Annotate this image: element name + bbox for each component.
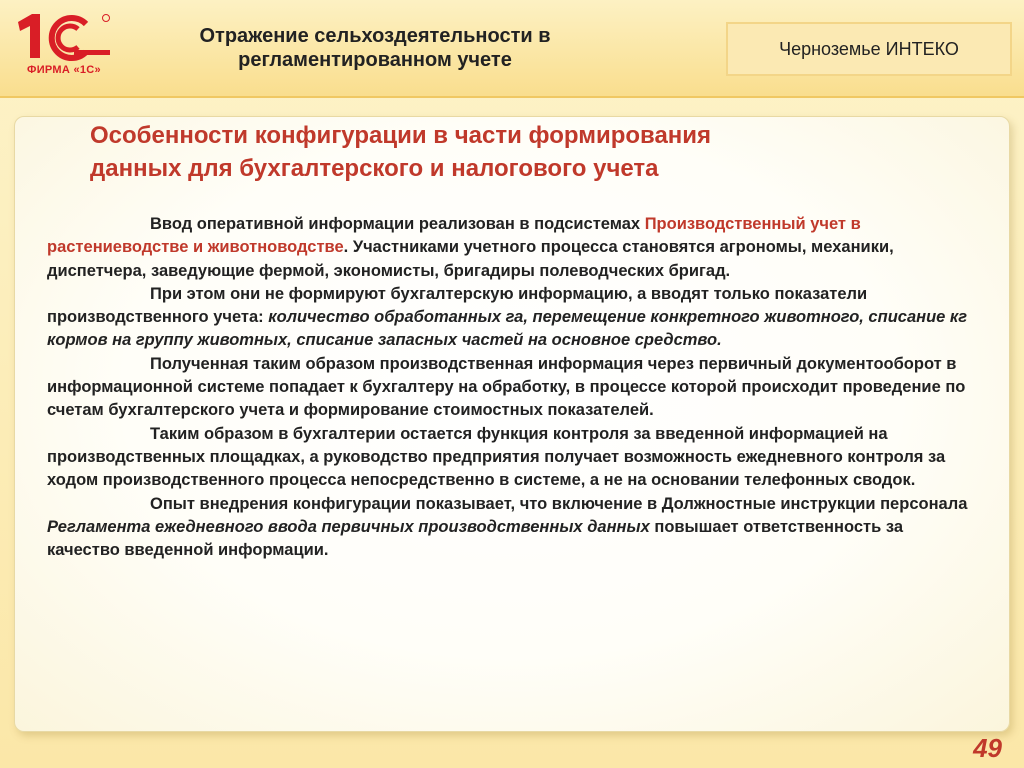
- paragraph-5-text: Опыт внедрения конфигурации показывает, что включение в Должностные инструкции персонала: [150, 494, 968, 513]
- logo-caption: ФИРМА «1С»: [27, 64, 101, 76]
- region-badge: Черноземье ИНТЕКО: [726, 22, 1012, 76]
- body-text: [47, 213, 977, 562]
- paragraph-5-italic: Регламента ежедневного ввода первичных производственных данных: [47, 517, 650, 536]
- slide-heading: [90, 119, 890, 185]
- page-number: 49: [973, 733, 1002, 763]
- paragraph-5-text-end: повышает ответственность за качество введенной информации.: [47, 517, 903, 560]
- presentation-title: [130, 24, 620, 72]
- paragraph-5: [47, 493, 977, 563]
- slide-heading-line1: Особенности конфигурации в части формирования: [90, 122, 712, 149]
- presentation-title-line1: Отражение сельхоздеятельности в: [199, 25, 551, 47]
- paragraph-2-text: При этом они не формируют бухгалтерскую информацию, а вводят только показатели производственного учета:: [47, 284, 868, 327]
- paragraph-3: Полученная таким образом производственная информация через первичный документооборот в информационной системе попадает к бухгалтеру на обработку, в процессе которой происходит проведение по счетам бухгалтерского учета и формирование стоимостных показателей.: [47, 354, 966, 420]
- paragraph-1: [47, 213, 977, 283]
- paragraph-4: Таким образом в бухгалтерии остается функция контроля за введенной информацией на производственных площадках, а руководство предприятия получает возможность ежедневного контроля за ходом производственного процесса непосредственно в системе, а не на основании телефонных сводок.: [47, 424, 946, 490]
- paragraph-1-highlight: Производственный учет в растениеводстве и животноводстве: [47, 215, 861, 257]
- paragraph-1-text: Ввод оперативной информации реализован в подсистемах: [150, 215, 645, 233]
- logo-1c: [14, 12, 114, 82]
- logo-1c-icon: [14, 12, 114, 62]
- paragraph-2-italic: количество обработанных га, перемещение конкретного животного, списание кг кормов на группу животных, списание запасных частей на основное средство.: [47, 308, 968, 350]
- paragraph-2: [47, 283, 977, 353]
- header: [0, 0, 1024, 98]
- slide-heading-line2: данных для бухгалтерского и налогового учета: [90, 155, 659, 182]
- content-panel: [14, 116, 1010, 732]
- presentation-title-line2: регламентированном учете: [238, 49, 512, 71]
- paragraph-1-text-end: . Участниками учетного процесса становятся агрономы, механики, диспетчера, заведующие фермой, экономисты, бригадиры полеводческих бригад.: [47, 238, 894, 280]
